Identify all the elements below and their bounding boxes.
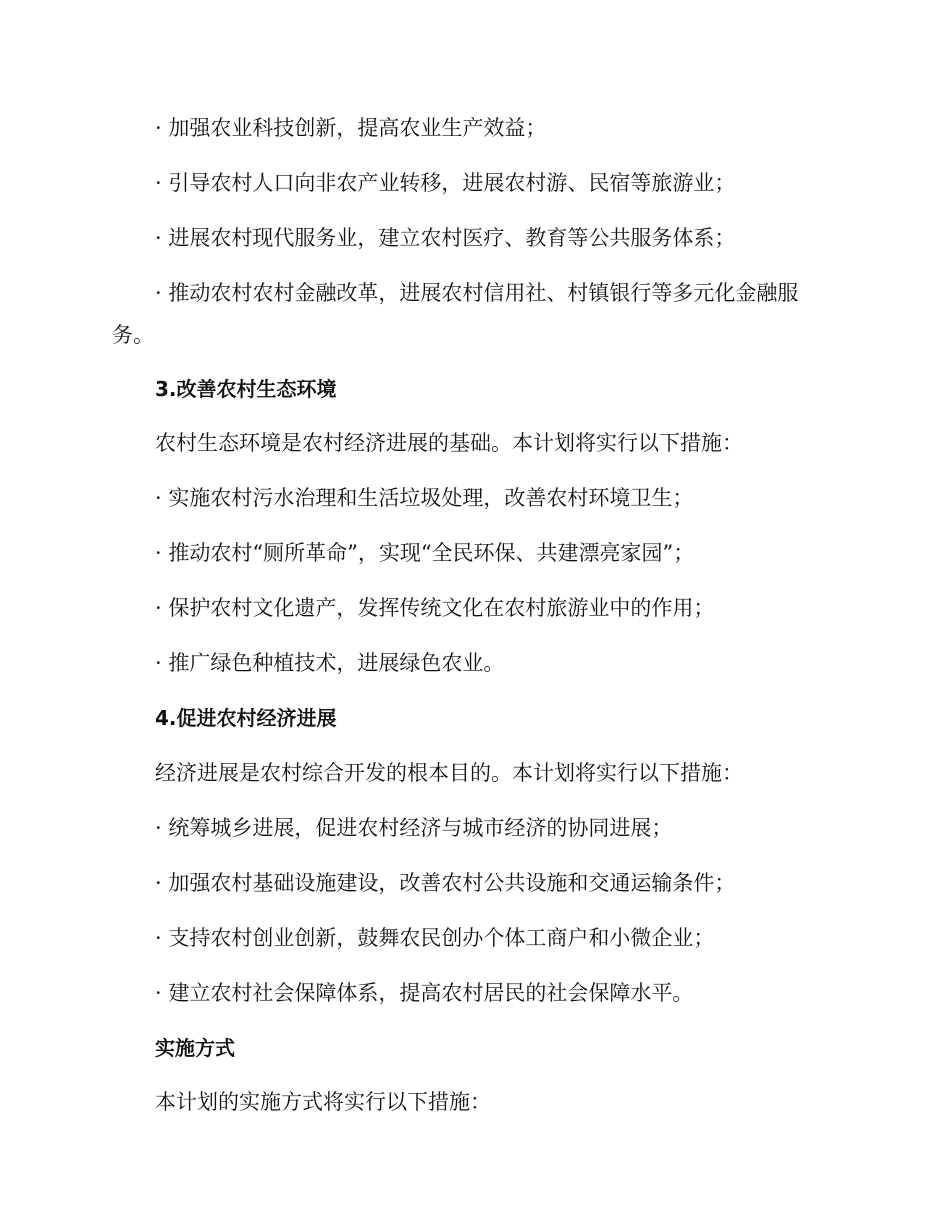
section-heading: 4.促进农村经济进展 bbox=[155, 706, 337, 730]
paragraph: 农村生态环境是农村经济进展的基础。本计划将实行以下措施： bbox=[155, 431, 743, 455]
list-item: · 引导农村人口向非农产业转移，进展农村游、民宿等旅游业； bbox=[155, 171, 736, 195]
list-item: · 加强农业科技创新，提高农业生产效益； bbox=[155, 116, 547, 140]
list-item: · 建立农村社会保障体系，提高农村居民的社会保障水平。 bbox=[155, 981, 694, 1005]
list-item: · 进展农村现代服务业，建立农村医疗、教育等公共服务体系； bbox=[155, 226, 736, 250]
section-heading: 实施方式 bbox=[155, 1036, 235, 1060]
list-item: · 推广绿色种植技术，进展绿色农业。 bbox=[155, 651, 505, 675]
list-item: · 支持农村创业创新，鼓舞农民创办个体工商户和小微企业； bbox=[155, 926, 715, 950]
list-item: · 保护农村文化遗产，发挥传统文化在农村旅游业中的作用； bbox=[155, 596, 715, 620]
list-item: · 加强农村基础设施建设，改善农村公共设施和交通运输条件； bbox=[155, 871, 736, 895]
list-item: · 推动农村农村金融改革，进展农村信用社、村镇银行等多元化金融服务。 bbox=[112, 281, 799, 347]
section-heading: 3.改善农村生态环境 bbox=[155, 377, 337, 401]
list-item: · 实施农村污水治理和生活垃圾处理，改善农村环境卫生； bbox=[155, 486, 694, 510]
paragraph: 经济进展是农村综合开发的根本目的。本计划将实行以下措施： bbox=[155, 761, 743, 785]
list-item: · 推动农村“厕所革命”，实现“全民环保、共建漂亮家园”； bbox=[155, 541, 695, 565]
paragraph: 本计划的实施方式将实行以下措施： bbox=[155, 1090, 491, 1114]
list-item: · 统筹城乡进展，促进农村经济与城市经济的协同进展； bbox=[155, 816, 673, 840]
